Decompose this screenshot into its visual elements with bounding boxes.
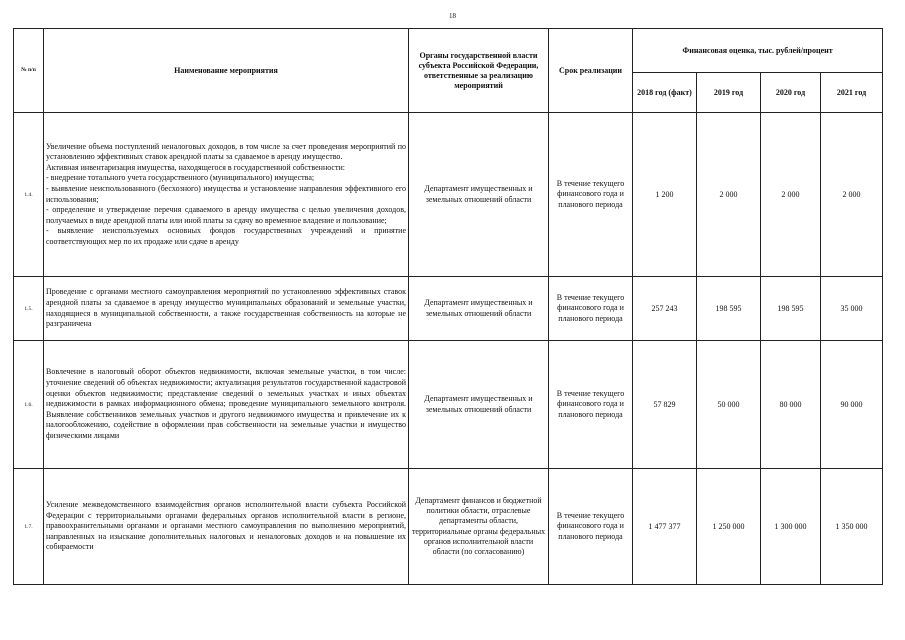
description-line: - внедрение тотального учета государственного (муниципального) имущества; (46, 173, 315, 183)
implementation-period: В течение текущего финансового года и планового периода (549, 277, 633, 341)
value-2018: 1 200 (633, 113, 697, 277)
header-num: № п/п (14, 29, 44, 113)
page-number: 18 (449, 12, 456, 20)
table-row (14, 469, 883, 585)
row-number: 1.5. (14, 277, 44, 341)
measure-description (44, 277, 409, 341)
measure-description (44, 341, 409, 469)
value-2018: 1 477 377 (633, 469, 697, 585)
row-number: 1.4. (14, 113, 44, 277)
row-number: 1.6. (14, 341, 44, 469)
measures-table (13, 28, 883, 585)
header-year-2021: 2021 год (821, 73, 883, 113)
description-line: - выявление неиспользованного (бесхозного) имущества и установление направления эффективного его использования; (46, 183, 406, 204)
value-2020: 198 595 (761, 277, 821, 341)
value-2019: 198 595 (697, 277, 761, 341)
value-2018: 57 829 (633, 341, 697, 469)
header-year-2018: 2018 год (факт) (633, 73, 697, 113)
value-2019: 50 000 (697, 341, 761, 469)
header-period: Срок реализации (549, 29, 633, 113)
responsible-organ: Департамент имущественных и земельных отношений области (409, 113, 549, 277)
table-row (14, 341, 883, 469)
value-2021: 90 000 (821, 341, 883, 469)
description-line: Активная инвентаризация имущества, находящегося в государственной собственности: (46, 162, 345, 172)
table-row (14, 277, 883, 341)
value-2021: 1 350 000 (821, 469, 883, 585)
table-row (14, 113, 883, 277)
header-name: Наименование мероприятия (44, 29, 409, 113)
description-line: Усиление межведомственного взаимодействия органов исполнительной власти субъекта Российской Федерации с территориальными органами федеральных органов исполнительной власти в регионе, правоохранительными органами и органами местного самоуправления по выполнению мероприятий, направленных на изыскание дополнительных налоговых и неналоговых доходов и на повышение их собираемости (46, 500, 406, 552)
value-2019: 1 250 000 (697, 469, 761, 585)
measure-description (44, 113, 409, 277)
header-organs: Органы государственной власти субъекта Российской Федерации, ответственные за реализацию мероприятий (409, 29, 549, 113)
description-line: Проведение с органами местного самоуправления мероприятий по установлению эффективных ставок арендной платы за сдаваемое в аренду имущество муниципальных образований и земельные участки, находящиеся в муниципальной собственности, а также государственная собственность на которые не разграничена (46, 287, 406, 329)
description-line: Вовлечение в налоговый оборот объектов недвижимости, включая земельные участки, в том числе: уточнение сведений об объектах недвижимости; актуализация результатов государственной кадастровой оценки объектов недвижимости; представление сведений о земельных участках и иных объектах недвижимости в рамках информационного обмена; проведение муниципального земельного контроля. Выявление собственников земельных участков и другого недвижимого имущества и привлечение их к налогообложению, содействие в оформлении прав собственности на земельные участки и имущество физическими лицами (46, 367, 406, 440)
implementation-period: В течение текущего финансового года и планового периода (549, 469, 633, 585)
measure-description (44, 469, 409, 585)
implementation-period: В течение текущего финансового года и планового периода (549, 113, 633, 277)
value-2021: 35 000 (821, 277, 883, 341)
implementation-period: В течение текущего финансового года и планового периода (549, 341, 633, 469)
value-2021: 2 000 (821, 113, 883, 277)
value-2020: 1 300 000 (761, 469, 821, 585)
responsible-organ: Департамент имущественных и земельных отношений области (409, 341, 549, 469)
value-2019: 2 000 (697, 113, 761, 277)
description-line: - выявление неиспользуемых основных фондов государственных учреждений и принятие соответствующих мер по их продаже или сдаче в аренду (46, 226, 406, 246)
description-line: - определение и утверждение перечня сдаваемого в аренду имущества с целью увеличения доходов, получаемых в виде арендной платы или иной платы за сдачу во временное владение и пользование; (46, 205, 406, 225)
responsible-organ: Департамент финансов и бюджетной политики области, отраслевые департаменты области, территориальные органы федеральных органов исполнительной власти области (по согласованию) (409, 469, 549, 585)
value-2020: 2 000 (761, 113, 821, 277)
value-2020: 80 000 (761, 341, 821, 469)
header-year-2019: 2019 год (697, 73, 761, 113)
row-number: 1.7. (14, 469, 44, 585)
header-finance: Финансовая оценка, тыс. рублей/процент (633, 29, 883, 73)
description-line: Увеличение объема поступлений неналоговых доходов, в том числе за счет проведения мероприятий по установлению эффективных ставок арендной платы за сдаваемое в аренду имущество. (46, 141, 406, 162)
responsible-organ: Департамент имущественных и земельных отношений области (409, 277, 549, 341)
header-year-2020: 2020 год (761, 73, 821, 113)
value-2018: 257 243 (633, 277, 697, 341)
